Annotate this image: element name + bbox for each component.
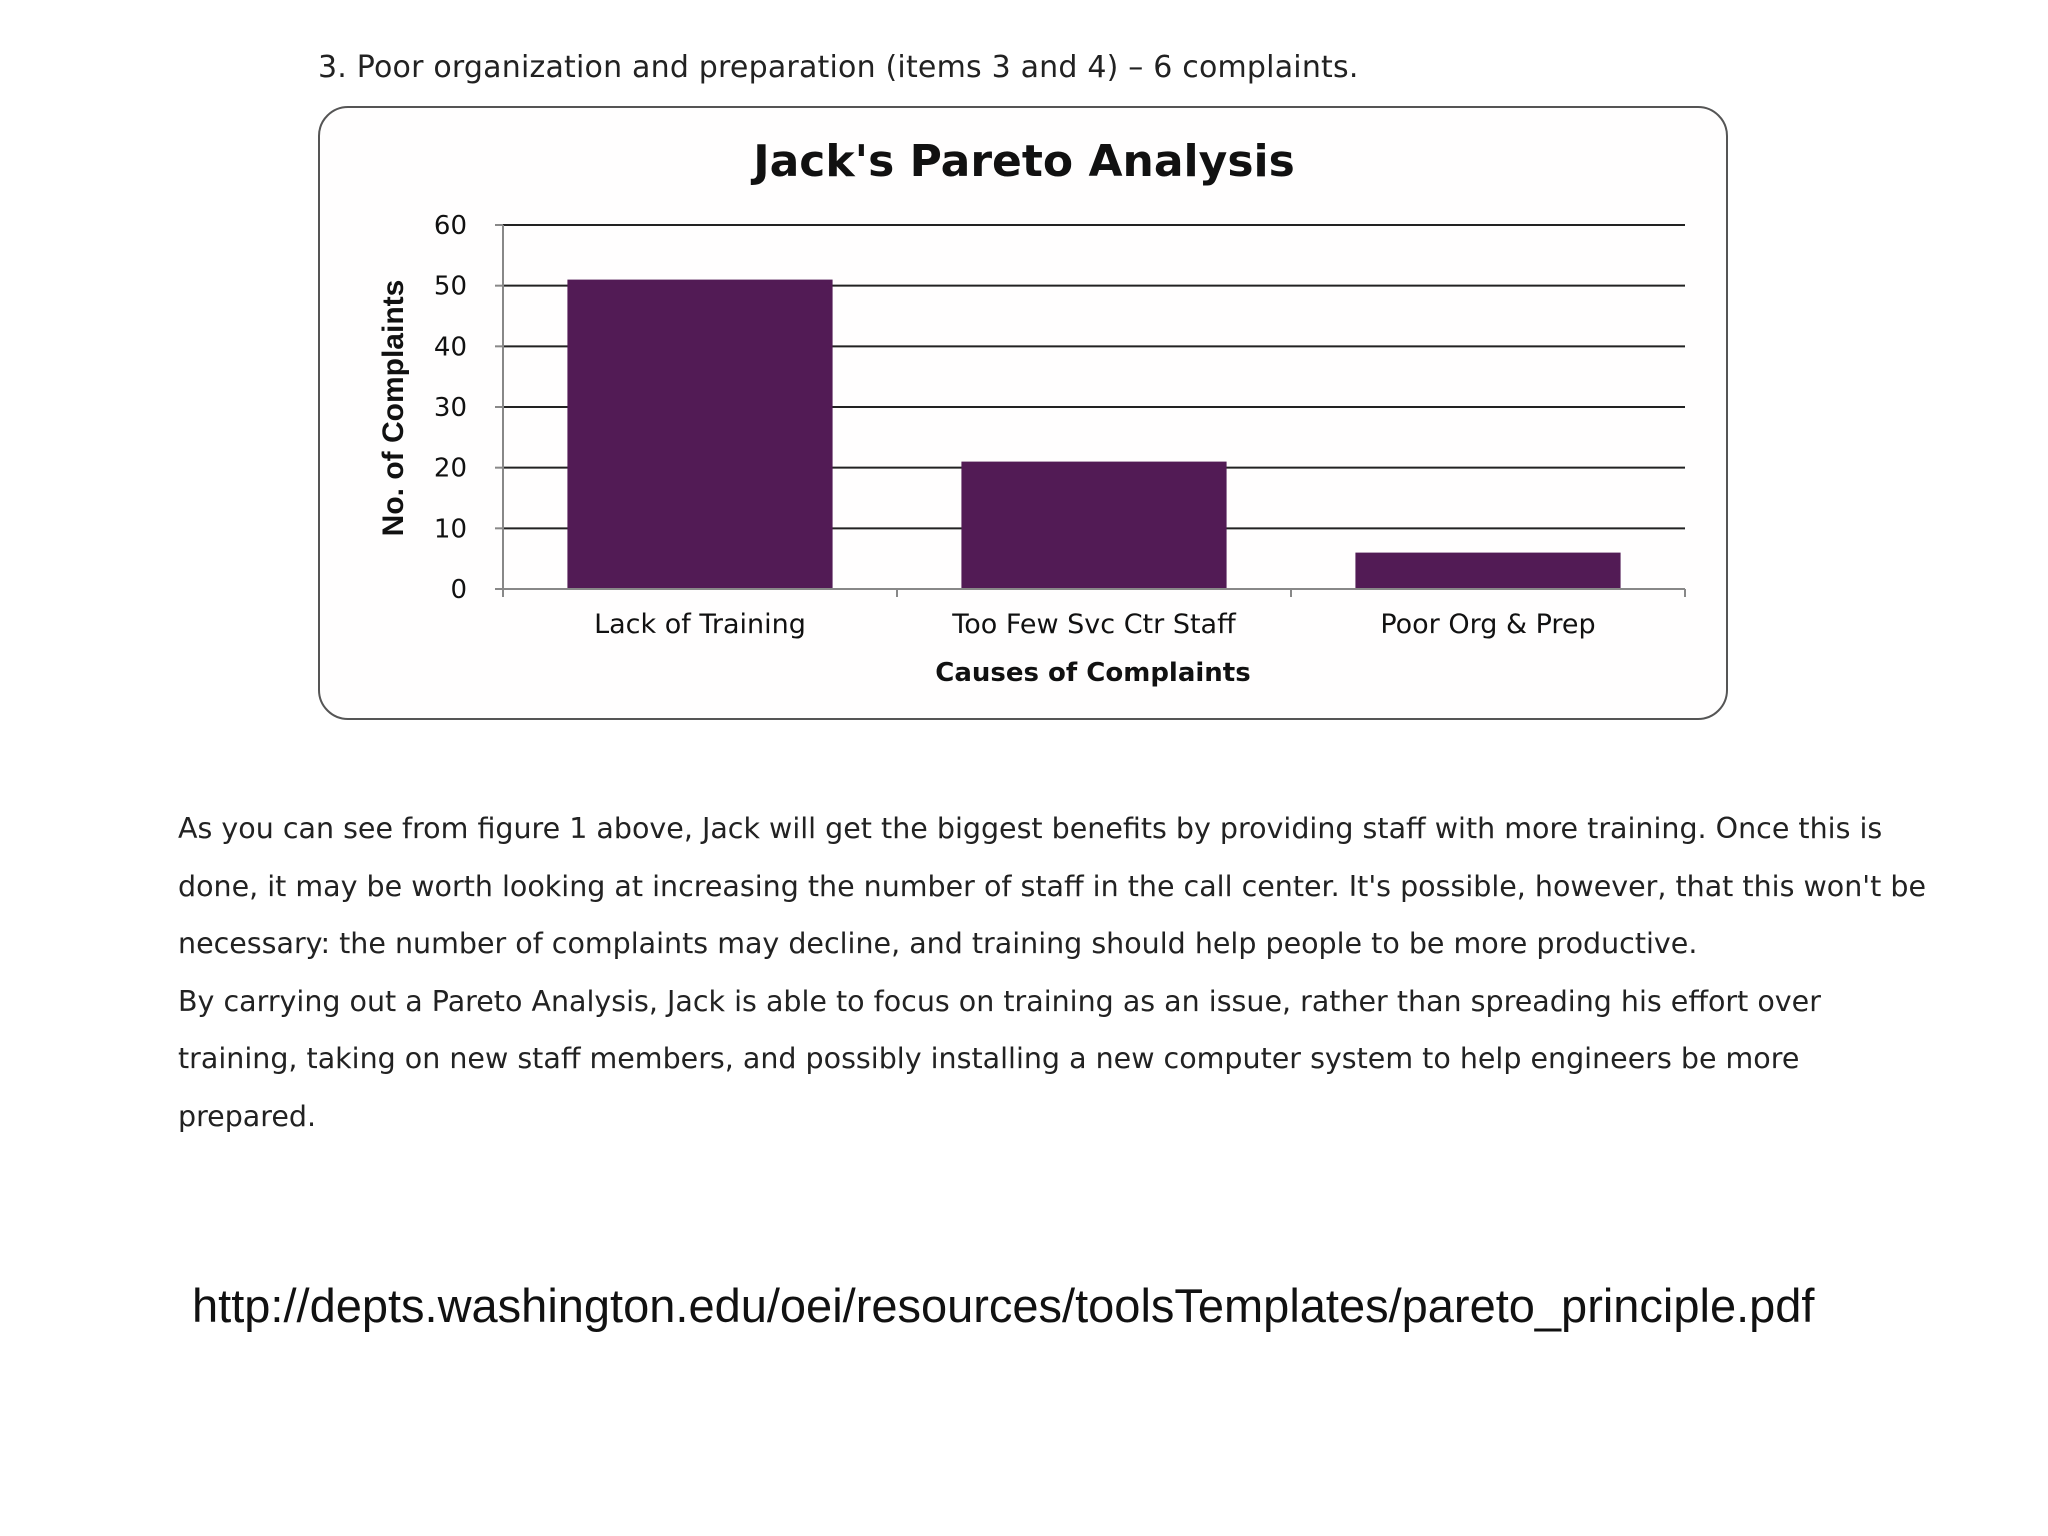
bar [1355, 553, 1620, 589]
paragraph-1: As you can see from figure 1 above, Jack will get the biggest benefits by providing staff with more training. Once this is done, it may be worth looking at increasing the number of staff in the call center. It's possible, however, that this won't be necessary: the number of complaints may decline, and training should help people to be more productive. [178, 812, 1926, 960]
chart-title: Jack's Pareto Analysis [753, 136, 1295, 187]
x-category-label: Too Few Svc Ctr Staff [952, 609, 1236, 640]
y-tick-label: 50 [433, 271, 467, 302]
y-tick-label: 10 [433, 514, 467, 545]
x-category-label: Poor Org & Prep [1380, 609, 1596, 640]
x-axis-title: Causes of Complaints [935, 658, 1251, 688]
source-url: http://depts.washington.edu/oei/resources/toolsTemplates/pareto_principle.pdf [192, 1279, 1815, 1332]
bar [567, 280, 832, 589]
y-tick-label: 20 [433, 453, 467, 484]
bar [961, 462, 1226, 589]
x-category-label: Lack of Training [594, 609, 806, 640]
bars [567, 280, 1620, 589]
y-tick-label: 0 [450, 575, 467, 605]
y-tick-label: 60 [433, 211, 467, 241]
paragraph-2: By carrying out a Pareto Analysis, Jack is able to focus on training as an issue, rather than spreading his effort over training, taking on new staff members, and possibly installing a new computer system to help engineers be more prepared. [178, 984, 1821, 1133]
y-axis-title: No. of Complaints [377, 279, 410, 537]
body-text [178, 800, 1938, 1145]
y-tick-label: 30 [433, 393, 467, 423]
section-heading: 3. Poor organization and preparation (items 3 and 4) – 6 complaints. [318, 50, 1359, 85]
y-tick-label: 40 [433, 332, 467, 363]
